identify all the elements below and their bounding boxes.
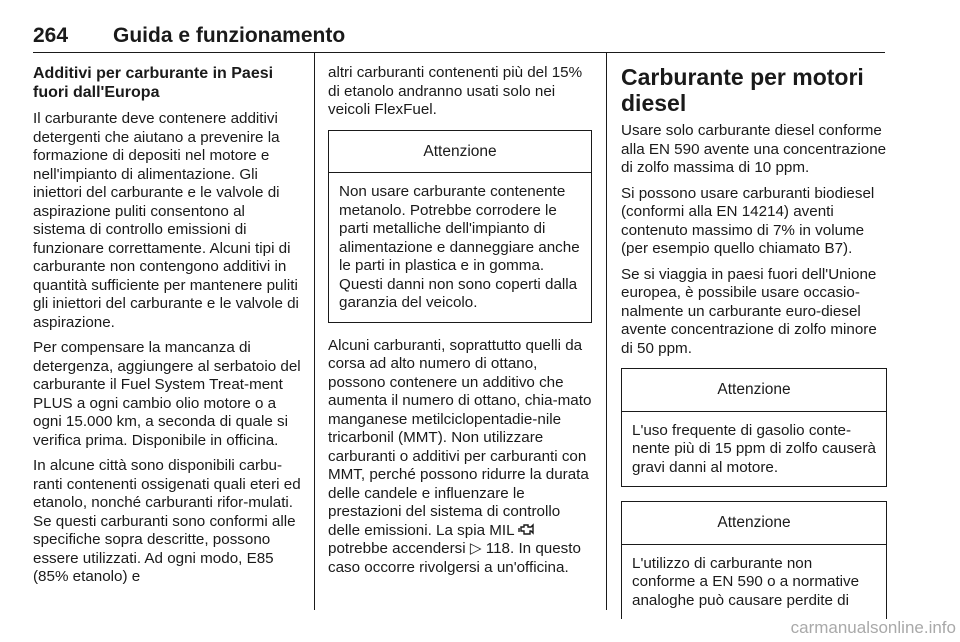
column-right: [621, 64, 887, 619]
paragraph: [328, 337, 592, 578]
notice-title: Attenzione: [622, 369, 886, 412]
page-reference-arrow-icon: ▷: [469, 540, 482, 557]
column-divider: [314, 52, 315, 610]
text-span: Alcuni carburanti, soprattutto quelli da corsa ad alto numero di ottano, possono contenere un additivo che aumenta il numero di ottano, chia-mato manganese metilciclopentadie-nile tricarbonil (MMT). Non utilizzare carburanti o additivi per carburanti con MMT, perché possono ridurre la durata delle candele e influenzare le prestazioni del sistema di controllo delle emissioni. La spia MIL: [328, 336, 592, 539]
section-title: Guida e funzionamento: [113, 24, 346, 47]
notice-body: L'utilizzo di carburante non conforme a EN 590 o a normative analoghe può causare perdite di: [632, 554, 860, 609]
diesel-fuel-heading: Carburante per motori diesel: [621, 64, 864, 116]
warning-notice: [621, 501, 887, 619]
paragraph: Per compensare la mancanza di detergenza, aggiungere al serbatoio del carburante il Fuel System Treat-ment PLUS a ogni cambio olio motore o a ogni 15.000 km, a seconda di quale si verifica prima. Disponibile in officina.: [33, 339, 301, 449]
column-divider: [606, 52, 607, 610]
notice-body: Non usare carburante contenente metanolo. Potrebbe corrodere le parti metalliche dell'impianto di alimentazione e danneggiare anche le parti in plastica e in gomma. Questi danni non sono coperti dalla garanzia del veicolo.: [339, 183, 580, 311]
paragraph: Il carburante deve contenere additivi detergenti che aiutano a prevenire la formazione di depositi nel motore e nell'impianto di alimentazione. Gli iniettori del carburante e le valvole di aspirazione puliti consentono al sistema di controllo emissioni di funzionare correttamente. Alcuni tipi di carburante non contengono additivi in quantità sufficiente per mantenere puliti gli iniettori del carburante e le valvole di aspirazione.: [33, 110, 299, 331]
engine-warning-icon: [518, 522, 536, 537]
page-number: 264: [33, 24, 69, 47]
paragraph: In alcune città sono disponibili carbu-ranti contenenti ossigenati quali eteri ed etanolo, nonché carburanti rifor-mulati. Se questi carburanti sono conformi alle specifiche sopra descritte, possono essere utilizzati. Ad ogni modo, E85 (85% etanolo) e: [33, 457, 301, 585]
notice-title: Attenzione: [329, 131, 591, 174]
watermark: carmanualsonline.info: [790, 618, 956, 637]
page-reference: 118: [485, 540, 510, 557]
fuel-additives-heading: Additivi per carburante in Paesi fuori dall'Europa: [33, 65, 274, 101]
page-header: [33, 22, 885, 53]
notice-body: L'uso frequente di gasolio conte-nente più di 15 ppm di zolfo causerà gravi danni al motore.: [632, 421, 877, 476]
paragraph: Si possono usare carburanti biodiesel (conformi alla EN 14214) aventi contenuto massimo di 7% in volume (per esempio quello chiamato B7).: [621, 184, 875, 257]
warning-notice: [621, 368, 887, 487]
text-span: . In questo caso occorre rivolgersi a un'officina.: [328, 540, 581, 576]
paragraph: Usare solo carburante diesel conforme alla EN 590 avente una concentrazione di zolfo massima di 10 ppm.: [621, 122, 887, 176]
column-left: [33, 64, 301, 594]
paragraph: Se si viaggia in paesi fuori dell'Unione europea, è possibile usare occasio-nalmente un carburante euro-diesel avente concentrazione di zolfo minore di 50 ppm.: [621, 265, 877, 357]
text-span: potrebbe accendersi: [328, 540, 466, 557]
warning-notice: [328, 130, 592, 323]
column-middle: [328, 64, 592, 584]
notice-title: Attenzione: [622, 502, 886, 545]
paragraph: altri carburanti contenenti più del 15% di etanolo andranno usati solo nei veicoli FlexFuel.: [328, 64, 583, 118]
